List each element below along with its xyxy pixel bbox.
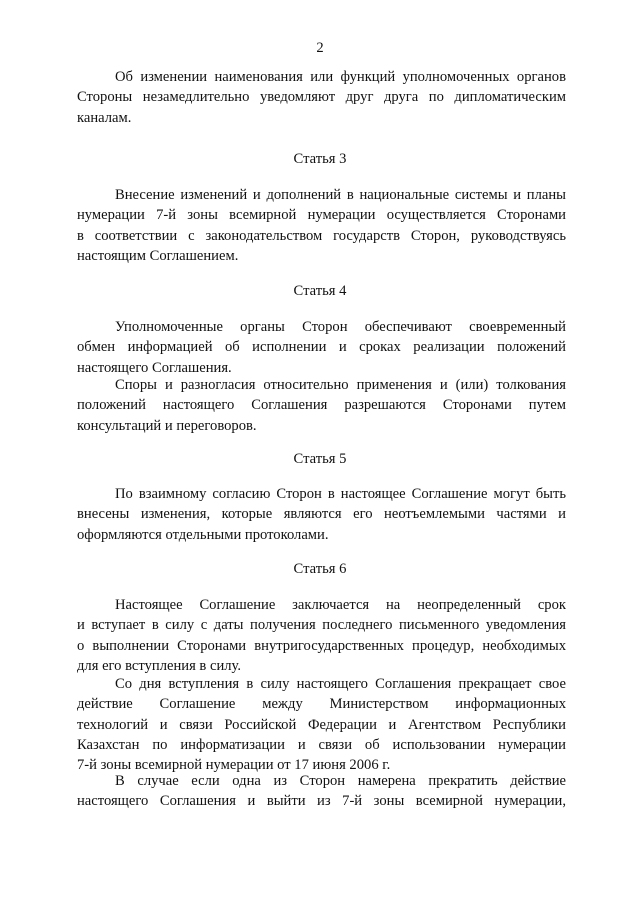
paragraph-intro (77, 67, 566, 128)
text-line: настоящего Соглашения и выйти из 7-й зоны всемирной нумерации, (77, 793, 566, 810)
paragraph-article-6c (77, 771, 566, 812)
text-line: и вступает в силу с даты получения последнего письменного уведомления (77, 617, 566, 634)
paragraph-article-5 (77, 484, 566, 545)
text-line: настоящего Соглашения. (77, 359, 232, 376)
text-line: о выполнении Сторонами внутригосударственных процедур, необходимых (77, 637, 566, 654)
text-line: Уполномоченные органы Сторон обеспечивают своевременный (115, 319, 566, 335)
text-line: оформляются отдельными протоколами. (77, 526, 329, 543)
text-line: технологий и связи Российской Федерации и Агентством Республики (77, 716, 566, 733)
paragraph-article-6a (77, 595, 566, 676)
text-line: Казахстан по информатизации и связи об использовании нумерации (77, 736, 566, 753)
text-line: настоящим Соглашением. (77, 247, 239, 264)
paragraph-article-4b (77, 375, 566, 436)
text-line: Настоящее Соглашение заключается на неопределенный срок (115, 597, 566, 613)
article-6-heading: Статья 6 (293, 561, 347, 577)
paragraph-article-6b (77, 674, 566, 775)
text-line: Об изменении наименования или функций уполномоченных органов (115, 69, 566, 85)
paragraph-article-3 (77, 185, 566, 266)
text-line: в соответствии с законодательством государств Сторон, руководствуясь (77, 227, 566, 244)
text-line: консультаций и переговоров. (77, 417, 257, 434)
text-line: для его вступления в силу. (77, 657, 242, 674)
text-line: обмен информацией об исполнении и сроках реализации положений (77, 339, 566, 356)
text-line: действие Соглашение между Министерством информационных (77, 696, 566, 713)
text-line: Стороны незамедлительно уведомляют друг друга по дипломатическим (77, 89, 566, 106)
text-line: В случае если одна из Сторон намерена прекратить действие (115, 773, 566, 789)
text-line: Внесение изменений и дополнений в национальные системы и планы (115, 187, 566, 203)
text-line: Споры и разногласия относительно применения и (или) толкования (115, 377, 566, 393)
text-line: 7-й зоны всемирной нумерации от 17 июня 2006 г. (77, 757, 391, 774)
text-line: По взаимному согласию Сторон в настоящее Соглашение могут быть (115, 486, 566, 502)
page-number: 2 (316, 40, 324, 56)
text-line: положений настоящего Соглашения разрешаются Сторонами путем (77, 397, 566, 414)
article-4-heading: Статья 4 (293, 283, 347, 299)
text-line: каналам. (77, 109, 132, 126)
article-5-heading: Статья 5 (293, 451, 347, 467)
paragraph-article-4a (77, 317, 566, 378)
text-line: нумерации 7-й зоны всемирной нумерации осуществляется Сторонами (77, 207, 566, 224)
text-line: внесены изменения, которые являются его неотъемлемыми частями и (77, 506, 566, 523)
article-3-heading: Статья 3 (293, 151, 347, 167)
text-line: Со дня вступления в силу настоящего Соглашения прекращает свое (115, 676, 566, 692)
